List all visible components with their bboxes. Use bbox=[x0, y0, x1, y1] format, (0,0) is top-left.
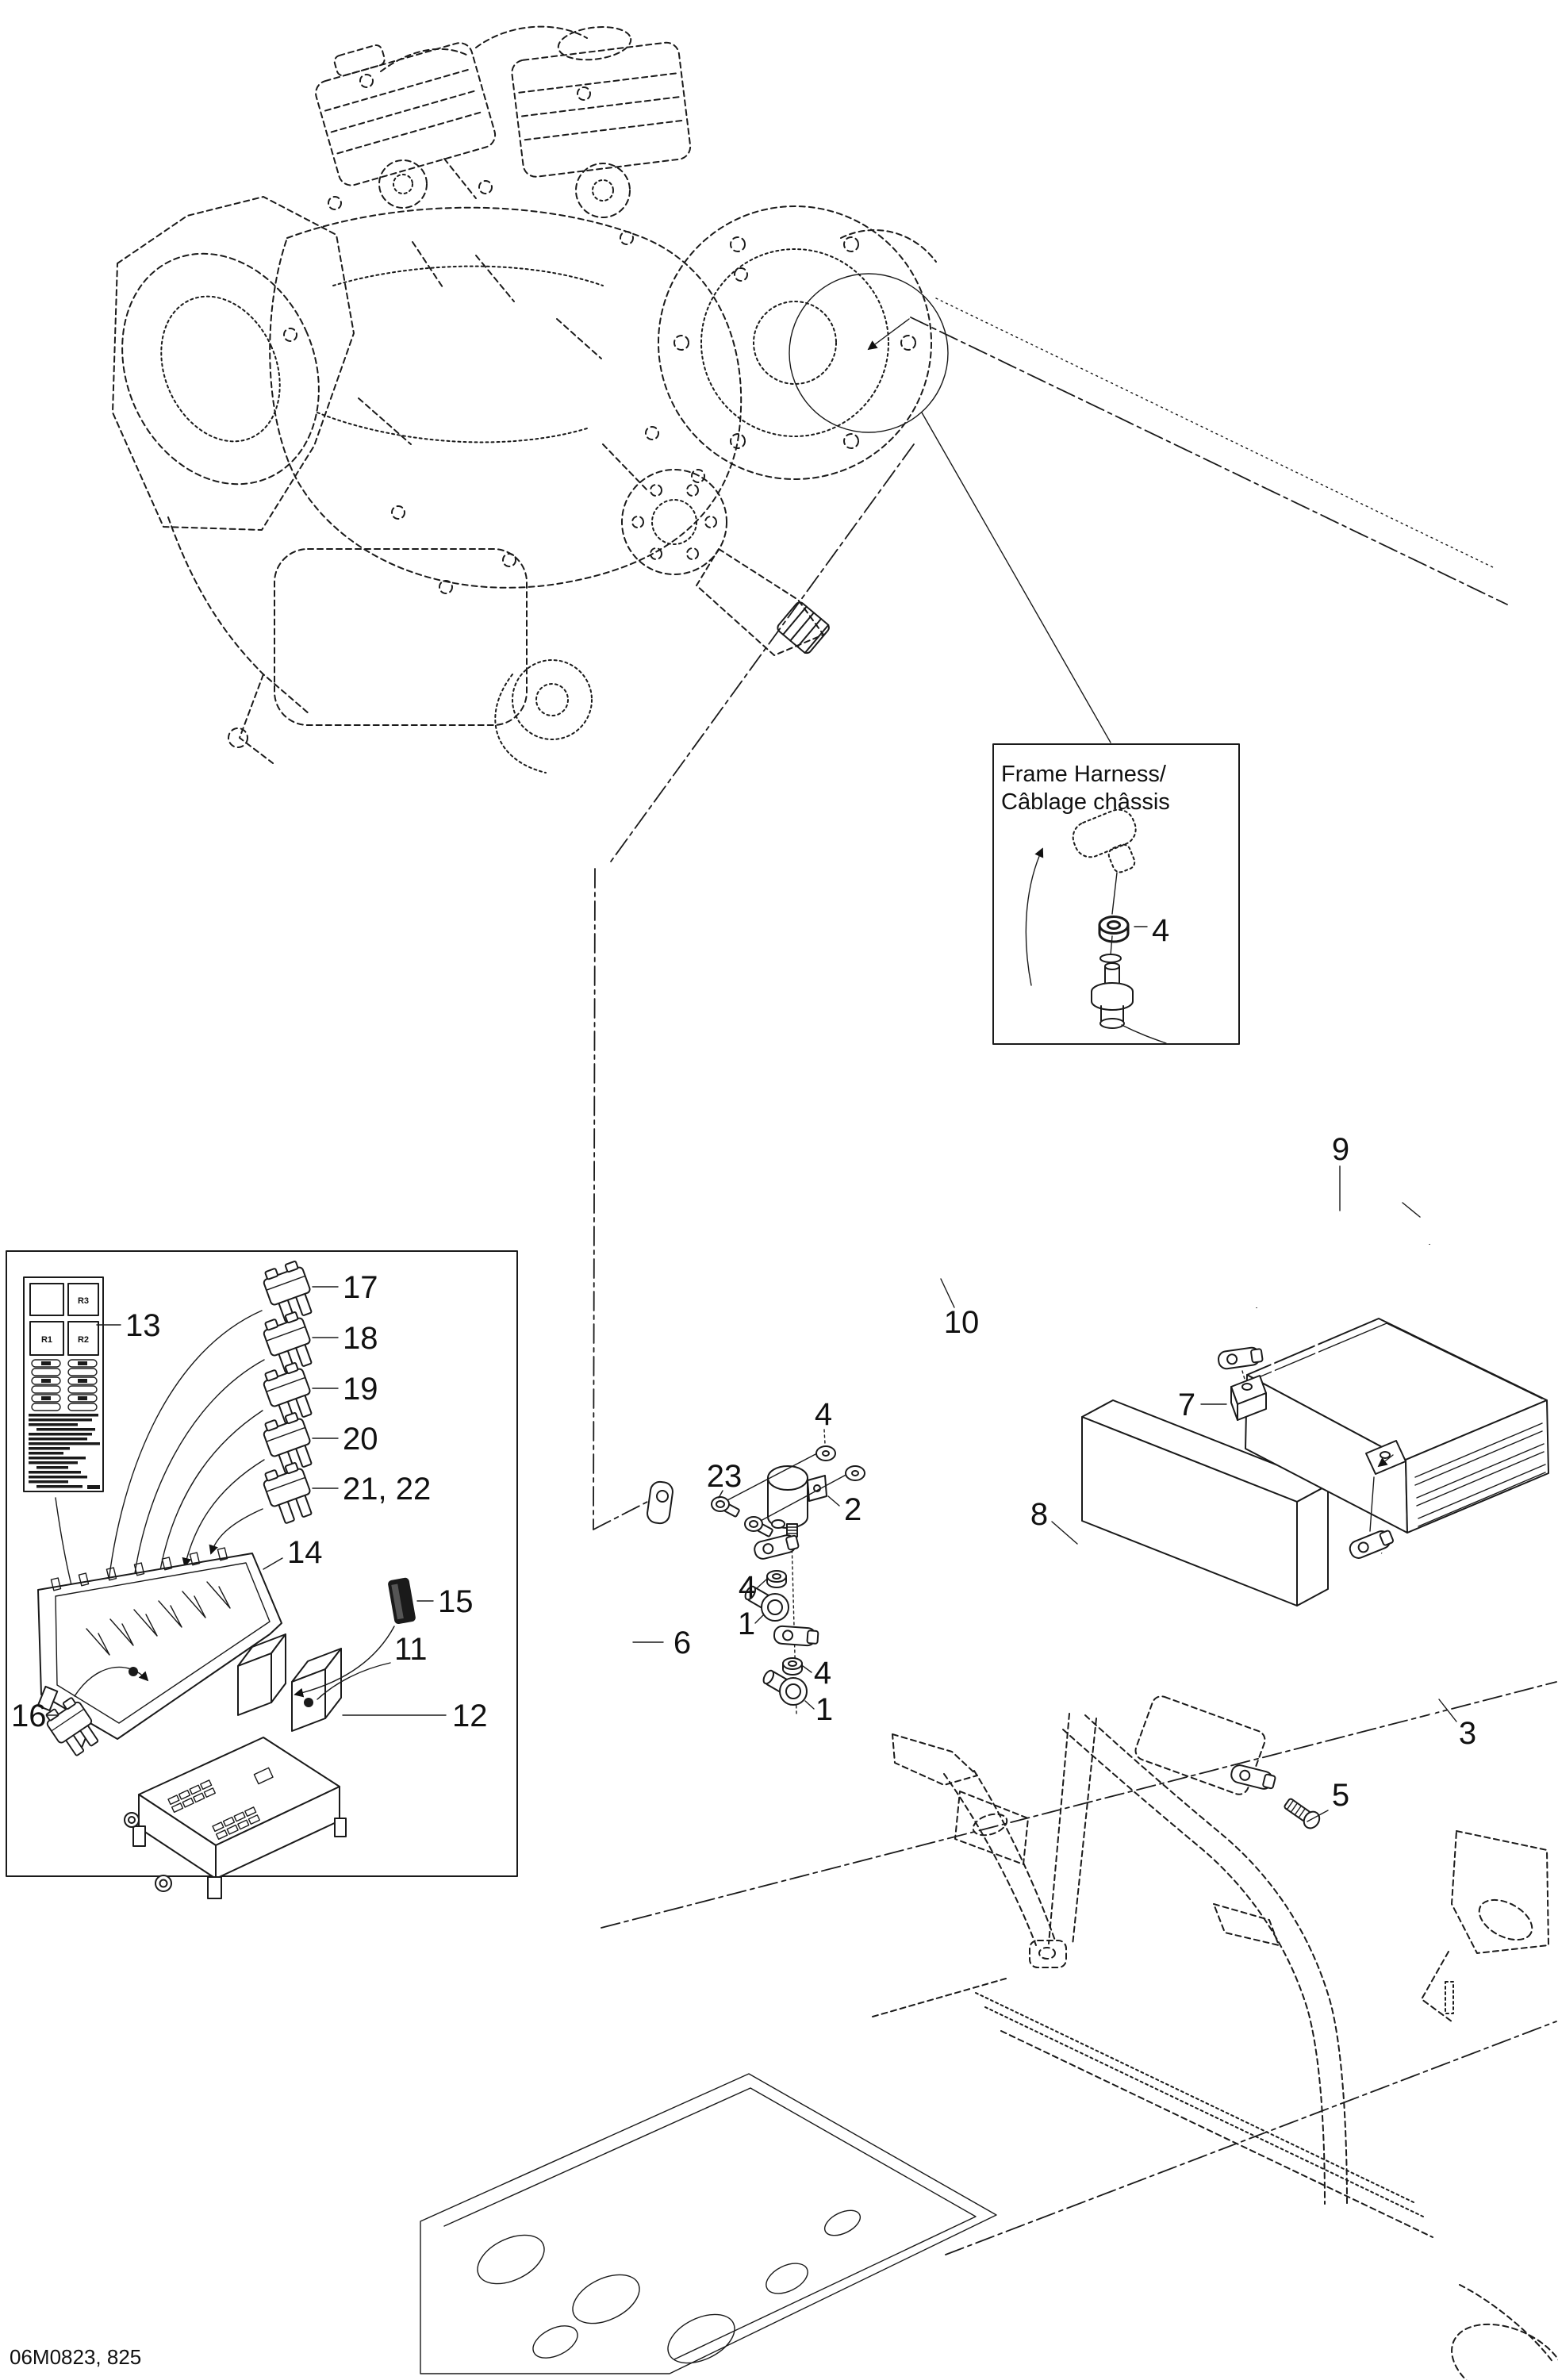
callout-20: 20 bbox=[343, 1422, 378, 1457]
page-code: 06M0823, 825 bbox=[10, 2345, 142, 2369]
callout-1-low: 1 bbox=[815, 1692, 834, 1727]
callout-15: 15 bbox=[438, 1584, 474, 1619]
callout-8: 8 bbox=[1030, 1497, 1049, 1532]
electrical-parts bbox=[630, 1184, 1548, 1831]
relay-11 bbox=[292, 1649, 341, 1731]
cable-6 bbox=[630, 1480, 790, 1685]
bolt-5 bbox=[1282, 1795, 1322, 1831]
callout-4-mid: 4 bbox=[738, 1570, 757, 1605]
callout-3: 3 bbox=[1458, 1716, 1477, 1751]
screw-23a bbox=[712, 1497, 739, 1517]
solenoid-bracket bbox=[808, 1476, 827, 1501]
cable3-frame-lug bbox=[1230, 1764, 1276, 1791]
inset-title-line2: Câblage châssis bbox=[1001, 789, 1170, 815]
nut-4-mid bbox=[767, 1571, 786, 1587]
callout-6: 6 bbox=[673, 1626, 692, 1660]
section-boundary-lines bbox=[593, 298, 1556, 2255]
fuse-section bbox=[6, 1251, 517, 1898]
detail-circle-callout bbox=[789, 274, 1111, 743]
frame-harness-inset bbox=[993, 744, 1239, 1044]
terminal-boot-low bbox=[762, 1669, 807, 1705]
inset-nut bbox=[1099, 917, 1128, 942]
callout-10: 10 bbox=[943, 1305, 980, 1340]
callout-23: 23 bbox=[706, 1459, 743, 1494]
callout-13: 13 bbox=[125, 1308, 161, 1343]
engine-assembly bbox=[86, 17, 936, 773]
callout-5: 5 bbox=[1331, 1778, 1350, 1813]
relay-label-r1: R1 bbox=[40, 1335, 53, 1345]
washer-side bbox=[846, 1466, 865, 1480]
callout-4-low: 4 bbox=[813, 1656, 832, 1691]
callout-21-22: 21, 22 bbox=[343, 1472, 432, 1507]
cable-6-lug bbox=[647, 1480, 674, 1524]
callout-16: 16 bbox=[11, 1699, 47, 1733]
mini-fuse-15 bbox=[387, 1577, 416, 1625]
washer-top bbox=[816, 1446, 835, 1461]
callout-4-top: 4 bbox=[814, 1397, 833, 1432]
callout-9: 9 bbox=[1331, 1132, 1350, 1167]
callout-1-mid: 1 bbox=[737, 1606, 756, 1641]
relay-label-r2: R2 bbox=[77, 1335, 90, 1345]
positive-terminal-7 bbox=[1218, 1346, 1266, 1420]
fuse-21 bbox=[260, 1461, 317, 1526]
callout-14: 14 bbox=[287, 1535, 323, 1570]
callout-17: 17 bbox=[343, 1270, 378, 1305]
relay-label-r3: R3 bbox=[77, 1296, 90, 1306]
callout-11: 11 bbox=[394, 1632, 428, 1667]
cable6-solenoid-lug bbox=[773, 1626, 818, 1646]
callout-18: 18 bbox=[343, 1321, 378, 1356]
nut-4-low bbox=[783, 1658, 802, 1675]
callout-7: 7 bbox=[1177, 1388, 1196, 1422]
callout-4-inset: 4 bbox=[1152, 913, 1170, 948]
callout-12: 12 bbox=[452, 1699, 488, 1733]
fuse-legend-sticker bbox=[24, 1277, 103, 1491]
callout-2: 2 bbox=[844, 1492, 862, 1527]
callout-19: 19 bbox=[343, 1372, 378, 1407]
chassis-frame bbox=[420, 1694, 1558, 2380]
inset-title-line1: Frame Harness/ bbox=[1001, 762, 1166, 787]
